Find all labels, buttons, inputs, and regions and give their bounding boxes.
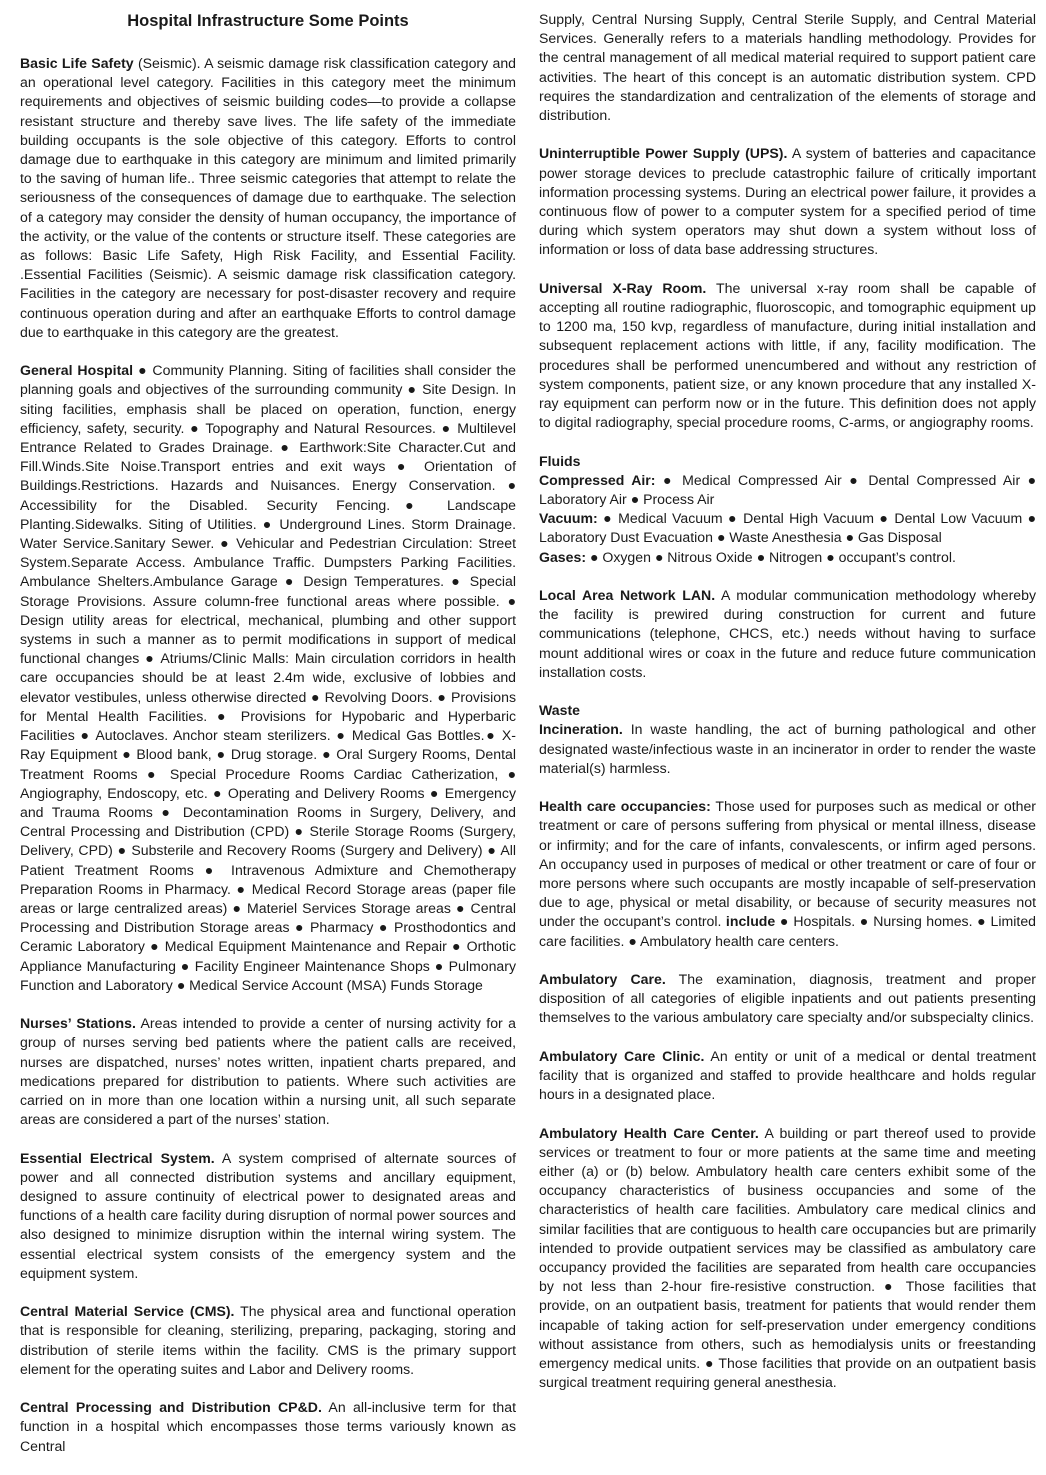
fluids-section [539,452,1036,567]
cpd-continued-text: Supply, Central Nursing Supply, Central Sterile Supply, and Central Material Services. Generally refers to a materials handling methodology. Provides for the central management of all medical material required to support patient care activities. The heart of this concept is an automatic distribution system. CPD requires the standardization and centralization of the elements of storage and distribution. [539,11,1036,124]
lan-paragraph [539,586,1036,682]
ambulatory-center-paragraph [539,1124,1036,1393]
gases-line [539,548,1036,567]
cms-text: The physical area and functional operation that is responsible for cleaning, sterilizing, preparing, packaging, storing and distribution of sterile items within the facility. CMS is the primary support element for the operating suites and Labor and Delivery rooms. [20,1303,516,1377]
cpd-paragraph [20,1398,516,1456]
cms-term: Central Material Service (CMS). [20,1303,235,1320]
compressed-air-text: ● Medical Compressed Air ● Dental Compressed Air ● Laboratory Air ● Process Air [539,471,1036,508]
nurses-stations-term: Nurses’ Stations. [20,1015,136,1032]
general-hospital-paragraph [20,361,516,995]
essential-electrical-text: A system comprised of alternate sources of power and all connected distribution systems and ancillary equipment, designed to assure continuity of electrical power to designated areas and functions of a health care facility during disruption of normal power sources and also designed to minimize disruption within the internal wiring system. The essential electrical system consists of the emergency system and the equipment system. [20,1149,516,1281]
essential-electrical-term: Essential Electrical System. [20,1149,215,1166]
fluids-heading: Fluids [539,452,581,469]
lan-text: A modular communication methodology whereby the facility is prewired during construction for current and future communications (telephone, CHCS, etc.) needs without having to surface mount additional wires or coax in the future and reduce future communication installation costs. [539,587,1036,680]
ups-paragraph [539,144,1036,259]
cpd-continued-paragraph [539,10,1036,125]
vacuum-text: ● Medical Vacuum ● Dental High Vacuum ● Dental Low Vacuum ● Laboratory Dust Evacuation ● Waste Anesthesia ● Gas Disposal [539,510,1036,546]
nurses-stations-paragraph [20,1014,516,1129]
left-column [20,10,516,1475]
cpd-term: Central Processing and Distribution CP&D. [20,1399,322,1416]
cms-paragraph [20,1302,516,1379]
ambulatory-care-term: Ambulatory Care. [539,971,666,988]
ambulatory-care-paragraph [539,970,1036,1028]
page-title: Hospital Infrastructure Some Points [127,12,409,30]
basic-life-safety-term: Basic Life Safety [20,55,134,71]
nurses-stations-text: Areas intended to provide a center of nursing activity for a group of nurses serving bed patients where the patient calls are received, nurses are dispatched, nurses’ notes written, inpatient charts prepared, and medications prepared for distribution to patients. Where such activities are carried on in more than one location within a nursing unit, all such separate areas are considered a part of the nurses’ station. [20,1015,517,1128]
ambulatory-center-text: A building or part thereof used to provide services or treatment to four or more patients at the same time and meeting either (a) or (b) below. Ambulatory health care centers exhibit some of the occupancy characteristics of business occupancies and some of the characteristics of health care facilities. Ambulatory care medical clinics and similar facilities that are contiguous to health care occupancies but are primarily intended to provide outpatient services may be classified as ambulatory care occupancy provided the facilities are separated from health care occupancies by not less than 2-hour fire-resistive construction. ● Those facilities that provide, on an outpatient basis, treatment for patients that would render them incapable of taking action for self-preservation under emergency conditions without assistance from others, such as hemodialysis units or freestanding emergency medical units. ● Those facilities that provide on an outpatient basis surgical treatment requiring general anesthesia. [539,1124,1036,1391]
compressed-air-term: Compressed Air: [539,471,656,488]
occupancies-include-term: include [725,913,776,930]
basic-life-safety-text: (Seismic). A seismic damage risk classification category and an operational level category. Facilities in this category meet the minimum requirements and objectives of seismic building codes—to provide a collapse resistant structure and thereby save lives. The life safety of the immediate building occupants is the sole objective of this category. Efforts to control damage due to earthquake in this category are minimum and limited primarily to the saving of human life.. Three seismic categories that attempt to relate the seriousness of the consequences of damage due to earthquake. The selection of a category may consider the density of human occupancy, the importance of the activity, or the value of the contents or structure itself. These categories are as follows: Basic Life Safety, High Risk Facility, and Essential Facility. .Essential Facilities (Seismic). A seismic damage risk classification category. Facilities in the category are necessary for post-disaster recovery and require continuous operation during and after an earthquake Efforts to control damage due to earthquake in this category are the greatest. [20,55,516,340]
xray-term: Universal X-Ray Room. [539,279,707,296]
occupancies-include-text: ● Hospitals. ● Nursing homes. ● Limited care facilities. ● Ambulatory health care centers. [539,913,1036,949]
ambulatory-clinic-paragraph [539,1047,1036,1105]
ambulatory-clinic-term: Ambulatory Care Clinic. [539,1047,705,1064]
vacuum-term: Vacuum: [539,510,598,527]
lan-term: Local Area Network LAN. [539,587,716,604]
gases-term: Gases: [539,548,587,565]
basic-life-safety-paragraph [20,54,516,342]
ups-text: A system of batteries and capacitance power storage devices to preclude catastrophic failure of critically important information processing systems. During an electrical power failure, it provides a continuous flow of power to a computer system for a specified period of time during which system operators may shut down a system without loss of information or loss of data base addressing structures. [539,145,1037,258]
compressed-air-line [539,471,1036,509]
incineration-line [539,720,1036,778]
incineration-term: Incineration. [539,721,623,738]
waste-section [539,701,1036,778]
ambulatory-center-term: Ambulatory Health Care Center. [539,1124,759,1141]
ups-term: Uninterruptible Power Supply (UPS). [539,145,788,162]
essential-electrical-paragraph [20,1149,516,1283]
general-hospital-text: ● Community Planning. Siting of facilities shall consider the planning goals and objectives of the surrounding community ● Site Design. In siting facilities, emphasis shall be placed on operation, function, energy efficiency, safety, security. ● Topography and Natural Resources. ● Multilevel Entrance Related to Grades Drainage. ● Earthwork:Site Character.Cut and Fill.Winds.Site Noise.Transport entries and exit ways ● Orientation of Buildings.Restrictions. Hazards and Nuisances. Energy Conservation. ● Accessibility for the Disabled. Security Fencing.● Landscape Planting.Sidewalks. Siting of Utilities. ● Underground Lines. Storm Drainage. Water Service.Sanitary Sewer. ● Vehicular and Pedestrian Circulation: Street System.Separate Access. Ambulance Traffic. Dumpsters Parking Facilities. Ambulance Shelters.Ambulance Garage ● Design Temperatures. ● Special Storage Provisions. Assure column-free functional areas where possible. ● Design utility areas for electrical, mechanical, plumbing and other support systems in such a manner as to permit modifications in support of medical functional changes ● Atriums/Clinic Malls: Main circulation corridors in health care occupancies should be at least 2.4m wide, exclusive of lobbies and elevator vestibules, unless otherwise directed ● Revolving Doors. ● Provisions for Mental Health Facilities. ● Provisions for Hypobaric and Hyperbaric Facilities ● Autoclaves. Anchor steam sterilizers. ● Medical Gas Bottles.● X-Ray Equipment ● Blood bank, ● Drug storage. ● Oral Surgery Rooms, Dental Treatment Rooms ● Special Procedure Rooms Cardiac Catherization, ● Angiography, Endoscopy, etc. ● Operating and Delivery Rooms ● Emergency and Trauma Rooms ● Decontamination Rooms in Surgery, Delivery, and Central Processing and Distribution (CPD) ● Sterile Storage Rooms (Surgery, Delivery, CPD) ● Substerile and Recovery Rooms (Surgery and Delivery) ● All Patient Treatment Rooms ● Intravenous Admixture and Chemotherapy Preparation Rooms in Pharmacy. ● Medical Record Storage areas (paper file areas or large centralized areas) ● Materiel Services Storage areas ● Central Processing and Distribution Storage areas ● Pharmacy ● Prosthodontics and Ceramic Laboratory ● Medical Equipment Maintenance and Repair ● Orthotic Appliance Manufacturing ● Facility Engineer Maintenance Shops ● Pulmonary Function and Laboratory ● Medical Service Account (MSA) Funds Storage [20,362,517,993]
ambulatory-care-text: The examination, diagnosis, treatment and proper disposition of all categories of eligible inpatients and out patients presenting themselves to the various ambulatory care specialty and/or subspecialty clinics. [539,971,1037,1026]
occupancies-paragraph [539,797,1036,951]
occupancies-term: Health care occupancies: [539,798,711,815]
gases-text: ● Oxygen ● Nitrous Oxide ● Nitrogen ● occupant’s control. [586,548,956,565]
cpd-text: An all-inclusive term for that function in a hospital which encompasses those terms variously known as Central [20,1399,516,1454]
general-hospital-term: General Hospital [20,362,134,379]
right-column [539,10,1036,1412]
waste-heading: Waste [539,702,580,719]
ambulatory-clinic-text: An entity or unit of a medical or dental treatment facility that is organized and staffed to provide healthcare and holds regular hours in a designated place. [539,1047,1036,1103]
xray-text: The universal x-ray room shall be capable of accepting all routine radiographic, fluoroscopic, and tomographic equipment up to 1200 ma, 150 kvp, regardless of manufacture, during initial installation and subsequent replacement actions with little, if any, facility modification. The procedures shall be performed unencumbered and without any restriction of system components, patient size, or any known procedure that any installed X-ray equipment can perform now or in the future. This definition does not apply to digital radiography, special procedure rooms, C-arms, or angiography rooms. [539,279,1036,431]
incineration-text: In waste handling, the act of burning pathological and other designated waste/infectious waste in an incinerator in order to render the waste material(s) harmless. [539,721,1036,776]
occupancies-text: Those used for purposes such as medical or other treatment or care of persons suffering from physical or mental illness, disease or infirmity; and for the care of infants, convalescents, or infirm aged persons. An occupancy used in purposes of medical or other treatment or care of four or more persons where such occupants are mostly incapable of self-preservation due to age, physical or metal disability, or because of security measures not under the occupant’s control. [539,798,1036,930]
vacuum-line [539,509,1036,547]
xray-paragraph [539,279,1036,433]
